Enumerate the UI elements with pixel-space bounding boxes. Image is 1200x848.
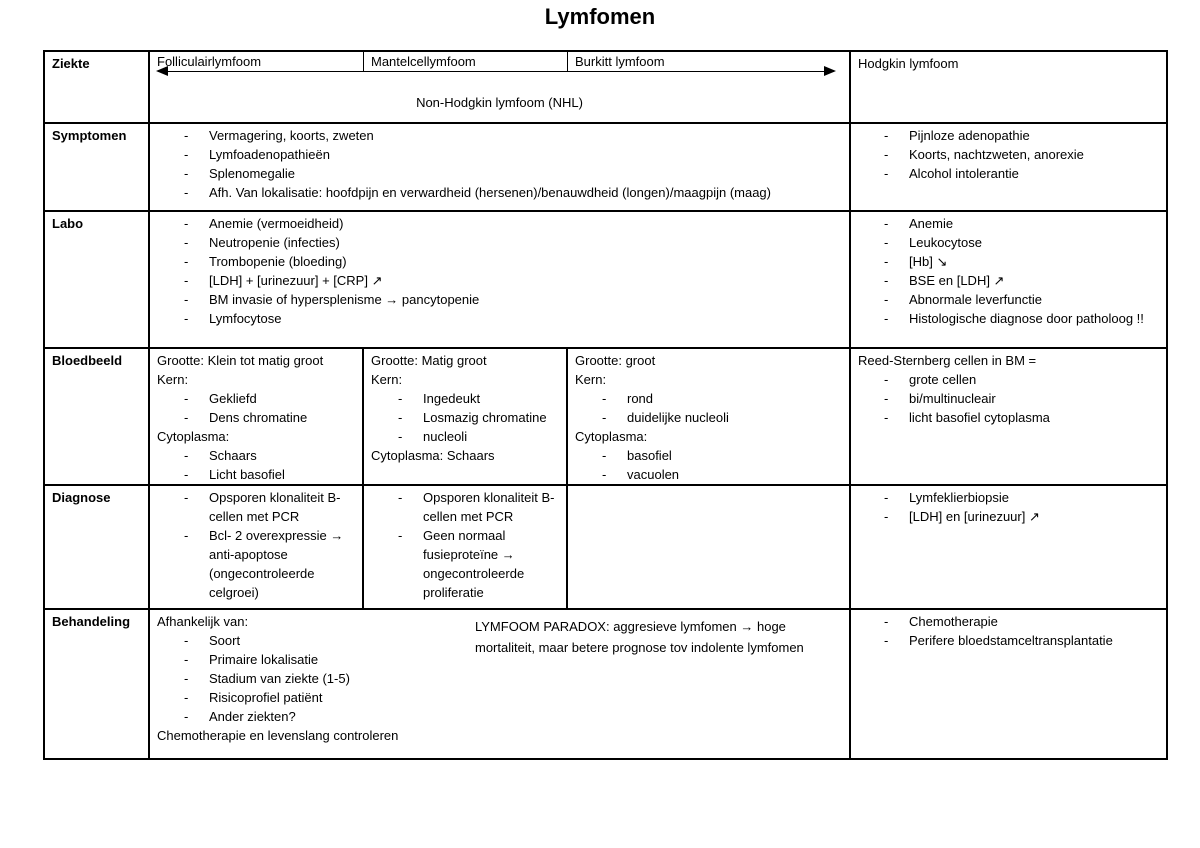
list-item: - rond [575, 389, 843, 408]
list-item: - Lymfocytose [157, 309, 843, 328]
kern-label: Kern: [371, 372, 403, 387]
diagnose-mantelcel [363, 485, 567, 609]
list-item: - Anemie [858, 214, 1160, 233]
mantelcel-header: Mantelcellymfoom [364, 52, 568, 72]
list-item: - Primaire lokalisatie [157, 650, 843, 669]
kern-label: Kern: [157, 372, 189, 387]
list-item: - Opsporen klonaliteit B-cellen met PCR [371, 488, 560, 526]
folliculair-header: Folliculairlymfoom [150, 52, 364, 72]
list-item: - licht basofiel cytoplasma [858, 408, 1160, 427]
list-item: - Chemotherapie [858, 612, 1160, 631]
list-item: - bi/multinucleair [858, 389, 1160, 408]
list-item: - Leukocytose [858, 233, 1160, 252]
list-item: - Trombopenie (bloeding) [157, 252, 843, 271]
page-title: Lymfomen [544, 4, 656, 29]
grootte-text: Grootte: groot [575, 353, 656, 368]
chemotherapie-text: Chemotherapie en levenslang controleren [157, 728, 399, 743]
bloedbeeld-burkitt [567, 348, 850, 485]
list-item: - Koorts, nachtzweten, anorexie [858, 145, 1160, 164]
list-item: - Lymfoadenopathieën [157, 145, 843, 164]
diagnose-burkitt [567, 485, 850, 609]
nhl-label: Non-Hodgkin lymfoom (NHL) [416, 95, 583, 110]
burkitt-header: Burkitt lymfoom [575, 54, 665, 69]
list-item: - Soort [157, 631, 843, 650]
symptomen-row [44, 123, 1167, 211]
list-item: - Perifere bloedstamceltransplantatie [858, 631, 1160, 650]
symptomen-hodgkin [850, 123, 1167, 211]
list-item: - Vermagering, koorts, zweten [157, 126, 843, 145]
list-item: - [LDH] + [urinezuur] + [CRP] ↗ [157, 271, 843, 290]
labo-nhl [149, 211, 850, 348]
kern-label: Kern: [575, 372, 607, 387]
list-item: - BM invasie of hypersplenisme → pancytopenie [157, 290, 843, 309]
list-item: - Neutropenie (infecties) [157, 233, 843, 252]
list-item: - Gekliefd [157, 389, 356, 408]
list-item: - Licht basofiel [157, 465, 356, 484]
diagnose-folliculair [149, 485, 363, 609]
double-arrow-line [158, 71, 834, 72]
bloedbeeld-row [44, 348, 1167, 485]
arrow-left-icon [156, 66, 168, 76]
list-item: - nucleoli [371, 427, 560, 446]
bloedbeeld-hodgkin [850, 348, 1167, 485]
list-item: - Stadium van ziekte (1-5) [157, 669, 843, 688]
list-item: - Afh. Van lokalisatie: hoofdpijn en verwardheid (hersenen)/benauwdheid (longen)/maagpijn (maag) [157, 183, 843, 202]
bloedbeeld-label: Bloedbeeld [44, 348, 149, 485]
bloedbeeld-folliculair [149, 348, 363, 485]
list-item: - basofiel [575, 446, 843, 465]
ziekte-header: Ziekte [44, 51, 149, 123]
nhl-span [150, 72, 849, 120]
diagnose-row [44, 485, 1167, 609]
list-item: - Alcohol intolerantie [858, 164, 1160, 183]
labo-hodgkin [850, 211, 1167, 348]
list-item: - Lymfeklierbiopsie [858, 488, 1160, 507]
reed-sternberg-text: Reed-Sternberg cellen in BM = [858, 353, 1037, 368]
list-item: - Anemie (vermoeidheid) [157, 214, 843, 233]
list-item: - [LDH] en [urinezuur] ↗ [858, 507, 1160, 526]
diagnose-hodgkin [850, 485, 1167, 609]
bloedbeeld-mantelcel [363, 348, 567, 485]
list-item: - Pijnloze adenopathie [858, 126, 1160, 145]
afhankelijk-text: Afhankelijk van: [157, 614, 249, 629]
cytoplasma-label: Cytoplasma: [157, 429, 230, 444]
labo-label: Labo [44, 211, 149, 348]
grootte-text: Grootte: Matig groot [371, 353, 487, 368]
list-item: - Geen normaal fusieproteïne → ongecontroleerde proliferatie [371, 526, 560, 602]
list-item: - Risicoprofiel patiënt [157, 688, 843, 707]
hodgkin-header: Hodgkin lymfoom [850, 51, 1167, 123]
symptomen-label: Symptomen [44, 123, 149, 211]
lymfoom-paradox-text: LYMFOOM PARADOX: aggresieve lymfomen → hoge mortaliteit, maar betere prognose tov indolente lymfomen [475, 619, 804, 655]
list-item: - Losmazig chromatine [371, 408, 560, 427]
nhl-header-cell [149, 51, 850, 123]
list-item: - Histologische diagnose door patholoog !! [858, 309, 1160, 328]
arrow-right-icon [824, 66, 836, 76]
diagnose-label: Diagnose [44, 485, 149, 609]
cytoplasma-label: Cytoplasma: [575, 429, 648, 444]
behandeling-nhl [149, 609, 850, 759]
behandeling-hodgkin [850, 609, 1167, 759]
list-item: - BSE en [LDH] ↗ [858, 271, 1160, 290]
behandeling-label: Behandeling [44, 609, 149, 759]
list-item: - duidelijke nucleoli [575, 408, 843, 427]
list-item: - Bcl- 2 overexpressie → anti-apoptose (ongecontroleerde celgroei) [157, 526, 356, 602]
list-item: - Ander ziekten? [157, 707, 843, 726]
list-item: - Schaars [157, 446, 356, 465]
grootte-text: Grootte: Klein tot matig groot [157, 353, 324, 368]
lymfomen-table [43, 50, 1168, 760]
list-item: - Ingedeukt [371, 389, 560, 408]
list-item: - [Hb] ↘ [858, 252, 1160, 271]
cytoplasma-text: Cytoplasma: Schaars [371, 448, 495, 463]
list-item: - grote cellen [858, 370, 1160, 389]
header-row [44, 51, 1167, 123]
list-item: - Abnormale leverfunctie [858, 290, 1160, 309]
list-item: - Dens chromatine [157, 408, 356, 427]
list-item: - Opsporen klonaliteit B-cellen met PCR [157, 488, 356, 526]
behandeling-row [44, 609, 1167, 759]
symptomen-nhl [149, 123, 850, 211]
labo-row [44, 211, 1167, 348]
list-item: - Splenomegalie [157, 164, 843, 183]
list-item: - vacuolen [575, 465, 843, 484]
